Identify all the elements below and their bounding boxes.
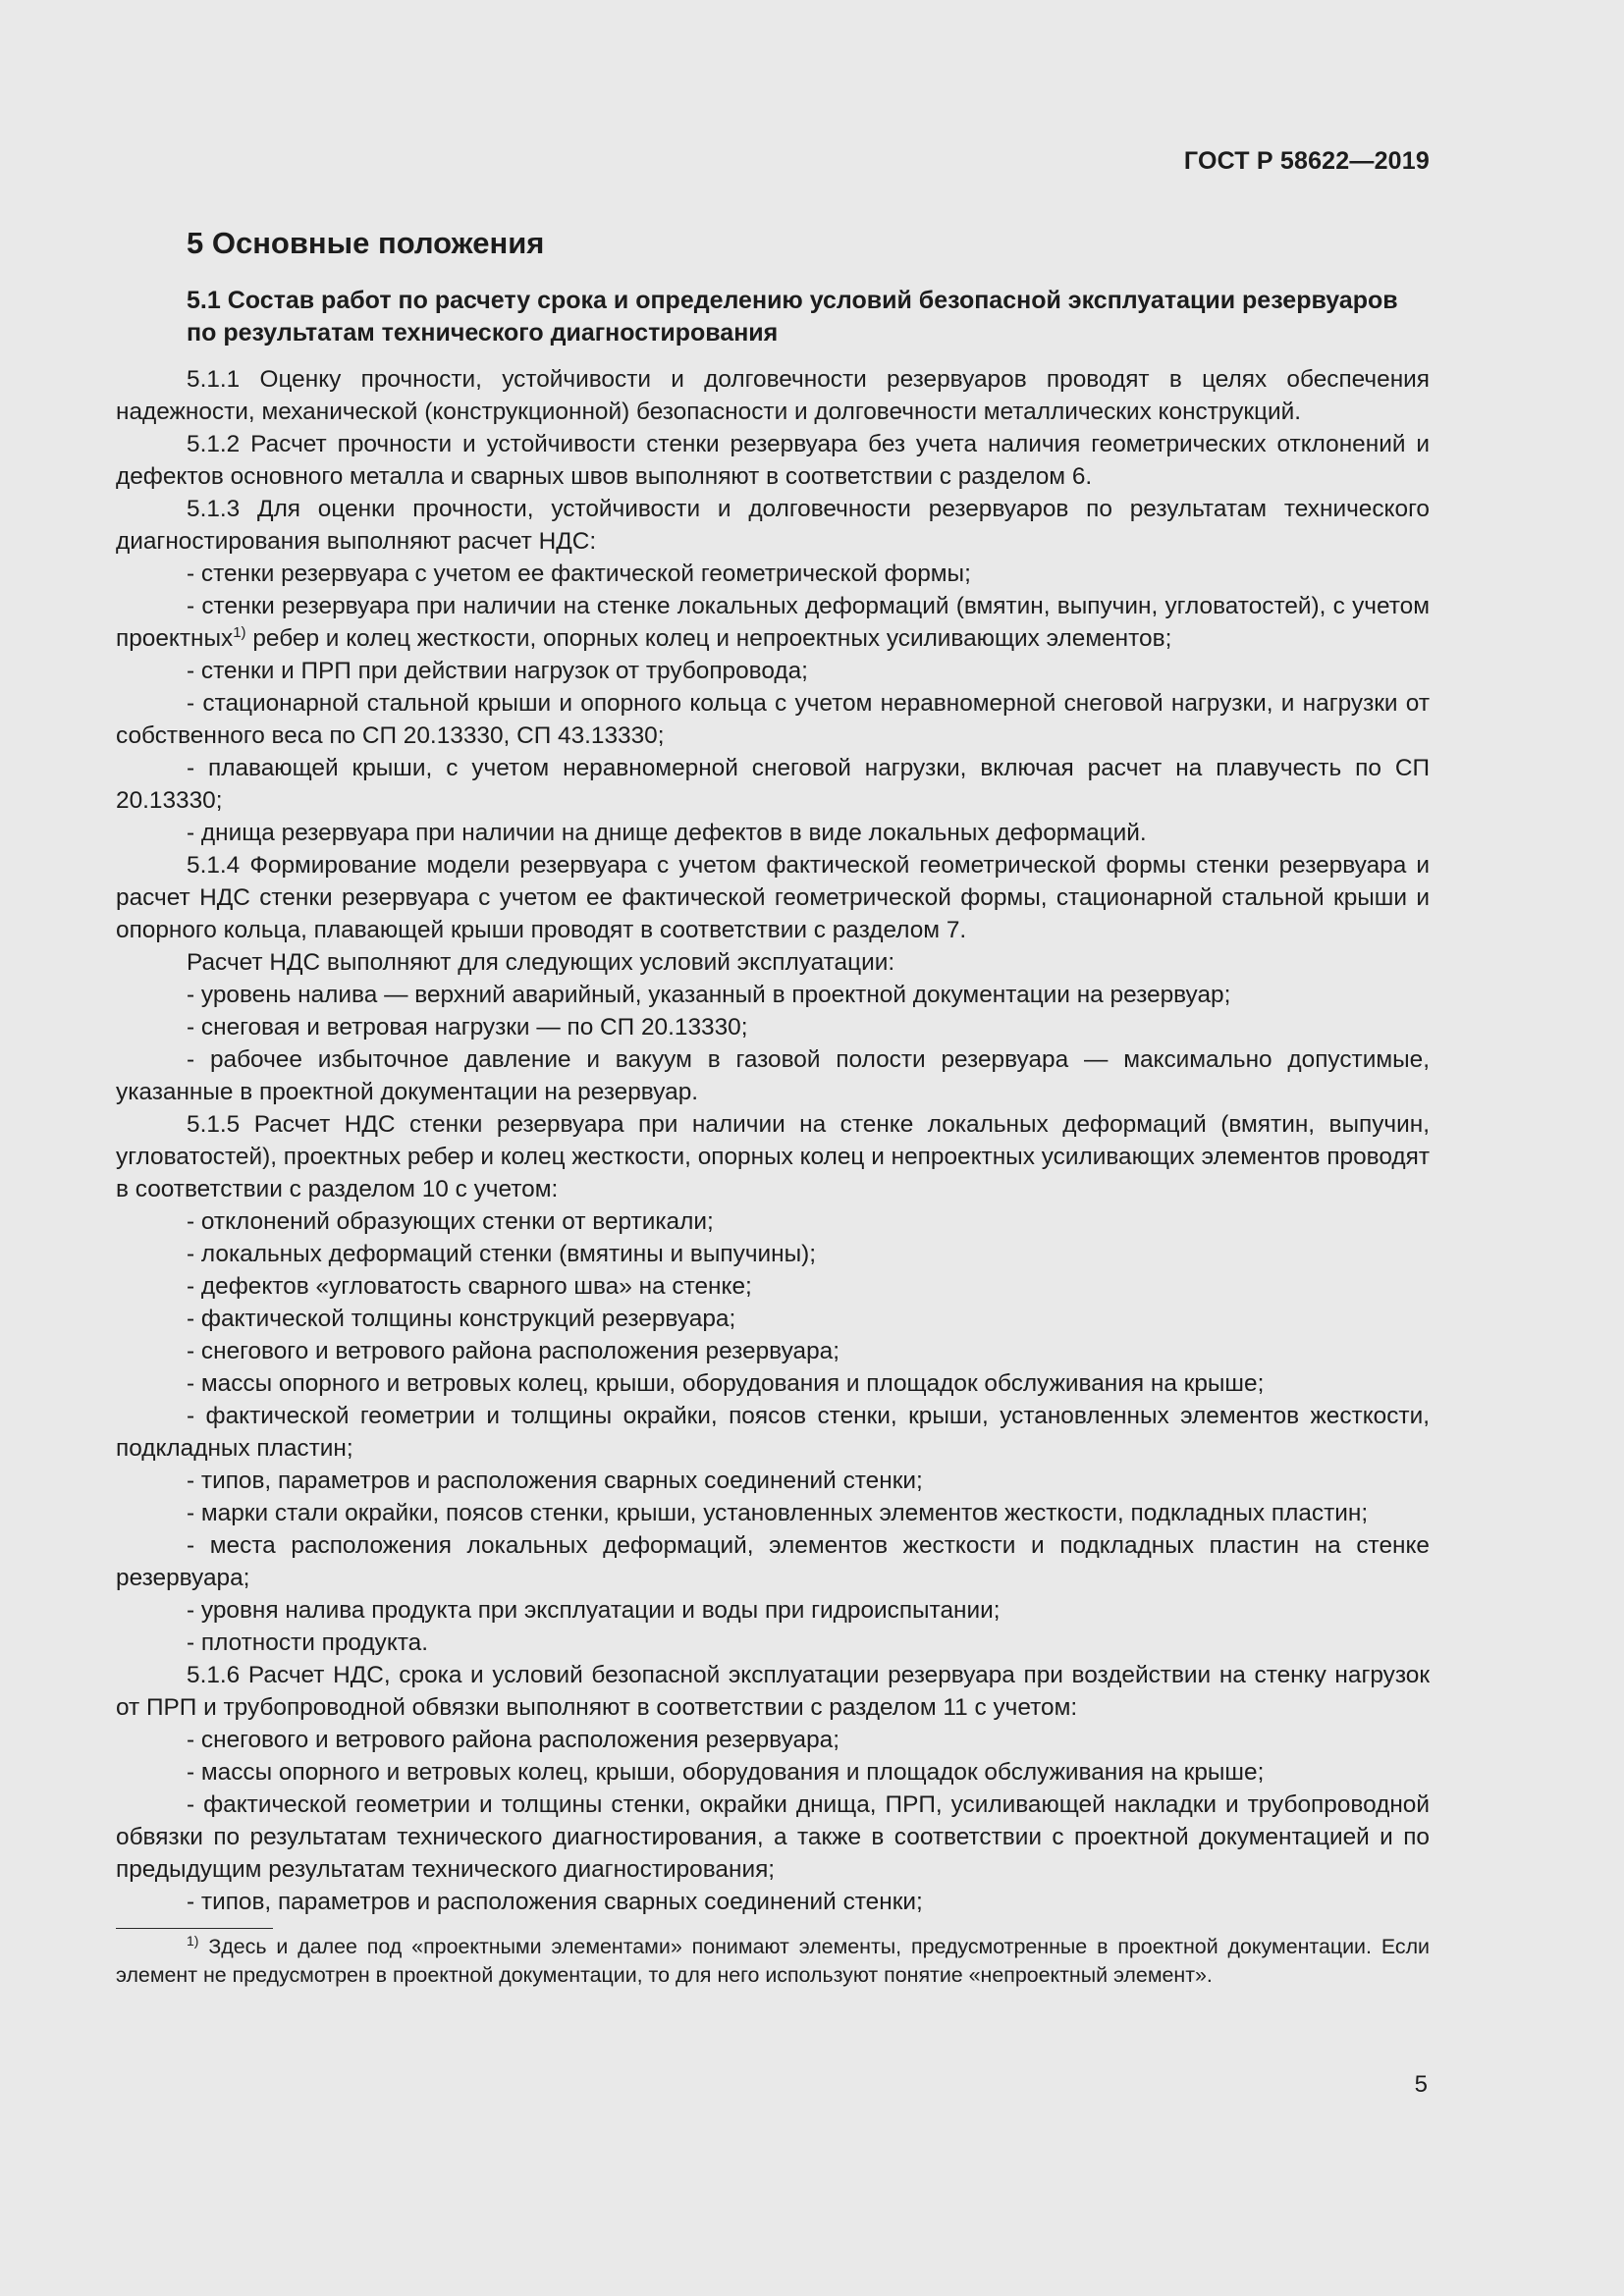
paragraph (116, 558, 1430, 590)
paragraph-text: 5.1.1 Оценку прочности, устойчивости и долговечности резервуаров проводят в целях обеспечения надежности, механической (конструкционной) безопасности и долговечности металлических конструкций. (116, 366, 1430, 425)
paragraph-text: - стенки и ПРП при действии нагрузок от трубопровода; (187, 658, 808, 684)
paragraph (116, 946, 1430, 979)
paragraph-text: - массы опорного и ветровых колец, крыши, оборудования и площадок обслуживания на крыше; (187, 1370, 1265, 1397)
paragraph-text: - уровня налива продукта при эксплуатации и воды при гидроиспытании; (187, 1597, 1001, 1624)
paragraph (116, 1205, 1430, 1238)
paragraph (116, 1594, 1430, 1627)
paragraph-text: - массы опорного и ветровых колец, крыши, оборудования и площадок обслуживания на крыше; (187, 1759, 1265, 1786)
paragraph-text: - снегового и ветрового района расположения резервуара; (187, 1338, 839, 1364)
paragraph (116, 363, 1430, 428)
paragraph (116, 655, 1430, 687)
paragraph-text: 5.1.2 Расчет прочности и устойчивости стенки резервуара без учета наличия геометрических отклонений и дефектов основного металла и сварных швов выполняют в соответствии с разделом 6. (116, 431, 1430, 490)
paragraph-text: 5.1.3 Для оценки прочности, устойчивости и долговечности резервуаров по результатам технического диагностирования выполняют расчет НДС: (116, 496, 1430, 555)
paragraph (116, 979, 1430, 1011)
paragraph-text: - отклонений образующих стенки от вертикали; (187, 1208, 714, 1235)
paragraph-text: - стенки резервуара с учетом ее фактической геометрической формы; (187, 561, 971, 587)
paragraph (116, 1529, 1430, 1594)
paragraph-text: - фактической толщины конструкций резервуара; (187, 1306, 736, 1332)
page-number: 5 (1414, 2071, 1428, 2098)
paragraph-text: - рабочее избыточное давление и вакуум в газовой полости резервуара — максимально допустимые, указанные в проектной документации на резервуар. (116, 1046, 1430, 1105)
paragraph (116, 1043, 1430, 1108)
paragraph-text: - снеговая и ветровая нагрузки — по СП 20.13330; (187, 1014, 748, 1041)
paragraph (116, 590, 1430, 655)
paragraph-text: 5.1.4 Формирование модели резервуара с учетом фактической геометрической формы стенки резервуара и расчет НДС стенки резервуара с учетом ее фактической геометрической формы, стационарной стальной крыши и опорного кольца, плавающей крыши проводят в соответствии с разделом 7. (116, 852, 1430, 943)
paragraph-text: 5.1.5 Расчет НДС стенки резервуара при наличии на стенке локальных деформаций (вмятин, выпучин, угловатостей), проектных ребер и колец жесткости, опорных колец и непроектных усиливающих элементов проводят в соответствии с разделом 10 с учетом: (116, 1111, 1430, 1202)
paragraph-text: - снегового и ветрового района расположения резервуара; (187, 1727, 839, 1753)
document-header-id: ГОСТ Р 58622—2019 (1183, 147, 1430, 175)
footnote-marker: 1) (187, 1933, 199, 1949)
paragraph (116, 849, 1430, 946)
paragraph (116, 1108, 1430, 1205)
paragraph-text: - дефектов «угловатость сварного шва» на стенке; (187, 1273, 752, 1300)
paragraph (116, 1659, 1430, 1724)
paragraph (116, 1789, 1430, 1886)
paragraph (116, 1724, 1430, 1756)
paragraph-text: - типов, параметров и расположения сварных соединений стенки; (187, 1468, 923, 1494)
footnote-reference: 1) (233, 624, 246, 641)
footnote-text: Здесь и далее под «проектными элементами» понимают элементы, предусмотренные в проектной документации. Если элемент не предусмотрен в проектной документации, то для него используют понятие «непроектный элемент». (116, 1935, 1430, 1987)
paragraph-text-continued: ребер и колец жесткости, опорных колец и непроектных усиливающих элементов; (245, 625, 1172, 652)
paragraph (116, 1303, 1430, 1335)
paragraph (116, 1627, 1430, 1659)
paragraph (116, 1465, 1430, 1497)
subsection-title: 5.1 Состав работ по расчету срока и определению условий безопасной эксплуатации резервуаров по результатам технического диагностирования (187, 287, 1398, 347)
paragraph-text: - места расположения локальных деформаций, элементов жесткости и подкладных пластин на стенке резервуара; (116, 1532, 1430, 1591)
paragraph (116, 1497, 1430, 1529)
paragraph (116, 1400, 1430, 1465)
paragraph-text: - фактической геометрии и толщины стенки, окрайки днища, ПРП, усиливающей накладки и трубопроводной обвязки по результатам технического диагностирования, а также в соответствии с проектной документацией и по предыдущим результатам технического диагностирования; (116, 1791, 1430, 1883)
page-content (116, 224, 1430, 1990)
paragraph-text: - плавающей крыши, с учетом неравномерной снеговой нагрузки, включая расчет на плавучесть по СП 20.13330; (116, 755, 1430, 814)
footnote-divider (116, 1928, 273, 1929)
paragraph (116, 1335, 1430, 1367)
paragraph (116, 428, 1430, 493)
paragraph (116, 1238, 1430, 1270)
paragraph (116, 752, 1430, 817)
paragraph (116, 817, 1430, 849)
paragraph-text: - уровень налива — верхний аварийный, указанный в проектной документации на резервуар; (187, 982, 1231, 1008)
paragraph-text: 5.1.6 Расчет НДС, срока и условий безопасной эксплуатации резервуара при воздействии на стенку нагрузок от ПРП и трубопроводной обвязки выполняют в соответствии с разделом 11 с учетом: (116, 1662, 1430, 1721)
footnote (116, 1933, 1430, 1990)
paragraph (116, 493, 1430, 558)
section-title: 5 Основные положения (187, 226, 545, 260)
paragraph (116, 1270, 1430, 1303)
paragraph (116, 1367, 1430, 1400)
body-text (116, 363, 1430, 1918)
paragraph-text: - локальных деформаций стенки (вмятины и выпучины); (187, 1241, 817, 1267)
paragraph (116, 1886, 1430, 1918)
paragraph-text: - стационарной стальной крыши и опорного кольца с учетом неравномерной снеговой нагрузки, и нагрузки от собственного веса по СП 20.13330, СП 43.13330; (116, 690, 1430, 749)
paragraph (116, 1011, 1430, 1043)
paragraph-text: Расчет НДС выполняют для следующих условий эксплуатации: (187, 949, 895, 976)
paragraph-text: - марки стали окрайки, поясов стенки, крыши, установленных элементов жесткости, подкладных пластин; (187, 1500, 1369, 1526)
paragraph (116, 1756, 1430, 1789)
paragraph (116, 687, 1430, 752)
paragraph-text: - плотности продукта. (187, 1629, 429, 1656)
paragraph-text: - типов, параметров и расположения сварных соединений стенки; (187, 1889, 923, 1915)
paragraph-text: - стенки резервуара при наличии на стенке локальных деформаций (вмятин, выпучин, угловатостей), с учетом проектных (116, 593, 1430, 652)
paragraph-text: - днища резервуара при наличии на днище дефектов в виде локальных деформаций. (187, 820, 1147, 846)
paragraph-text: - фактической геометрии и толщины окрайки, поясов стенки, крыши, установленных элементов жесткости, подкладных пластин; (116, 1403, 1430, 1462)
